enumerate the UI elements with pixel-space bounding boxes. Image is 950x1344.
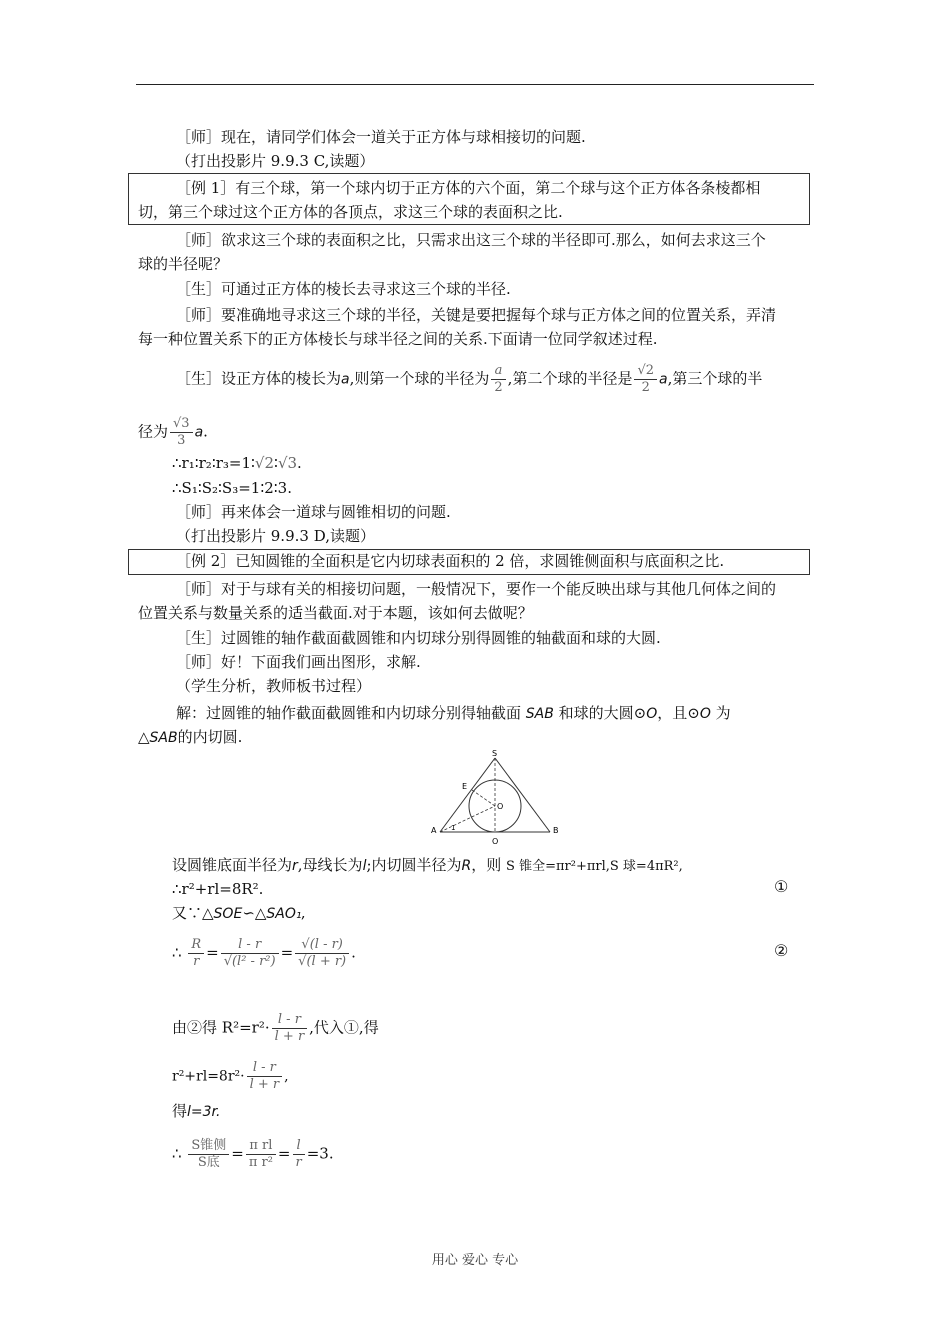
solution-line: △SAB的内切圆. — [138, 728, 243, 746]
fraction: $\frac{R}{r}$ — [188, 937, 204, 970]
fraction: $\frac{\text{π rl}}{\text{π r²}}$ — [246, 1138, 276, 1171]
text-line: 每一种位置关系下的正方体棱长与球半径之间的关系.下面请一位同学叙述过程. — [138, 330, 658, 348]
equation-marker: ② — [774, 941, 789, 960]
text-line: ［师］好！下面我们画出图形，求解. — [176, 653, 421, 671]
side-SB — [495, 758, 550, 832]
label-A: A — [431, 826, 437, 835]
text-line: ［生］过圆锥的轴作截面截圆锥和内切球分别得圆锥的轴截面和球的大圆. — [176, 629, 661, 647]
text-line: ［师］要准确地寻求这三个球的半径，关键是要把握每个球与正方体之间的位置关系，弄清 — [176, 306, 777, 324]
fraction: $\frac{√2}{2}$ — [634, 363, 657, 396]
label-angle-1: 1 — [451, 824, 456, 832]
radius-statement: ［生］设正方体的棱长为a,则第一个球的半径为 $\frac{a}{2}$ ,第二个球的半径是 $\frac{√2}{2}$ a,第三个球的半 — [176, 363, 763, 395]
text-line: 球的半径呢？ — [138, 255, 229, 273]
cone-cross-section-figure — [425, 748, 565, 846]
text-line: ［师］现在，请同学们体会一道关于正方体与球相接切的问题. — [176, 128, 586, 146]
segment-EO — [472, 790, 495, 806]
side-SA — [440, 758, 495, 832]
header-rule — [136, 84, 814, 85]
solution-line: 由②得 R²=r²· $\frac{l - r}{l + r}$ ,代入①,得 — [172, 1012, 379, 1044]
fraction: $\frac{l - r}{\text{√(l² - r²)}}$ — [221, 937, 279, 970]
text-line: ［师］再来体会一道球与圆锥相切的问题. — [176, 503, 451, 521]
fraction: $\frac{\text{S锥侧}}{\text{S底}}$ — [188, 1138, 229, 1171]
substitution: r²+rl=8r²· $\frac{l - r}{l + r}$ , — [172, 1060, 289, 1092]
fraction: $\frac{l - r}{l + r}$ — [247, 1060, 283, 1093]
label-S: S — [492, 749, 498, 758]
label-B: B — [553, 826, 559, 835]
solution-line: 解：过圆锥的轴作截面截圆锥和内切球分别得轴截面 SAB 和球的大圆⊙O，且⊙O 为 — [176, 704, 731, 722]
text-line: ［师］欲求这三个球的表面积之比，只需求出这三个球的半径即可.那么，如何去求这三个 — [176, 231, 766, 249]
result-line: 得l=3r. — [172, 1102, 221, 1120]
fraction: $\frac{l}{r}$ — [293, 1138, 305, 1171]
radius-statement: 径为 $\frac{√3}{3}$ a. — [138, 416, 208, 448]
segment-AO — [440, 806, 495, 832]
fraction: $\frac{√3}{3}$ — [170, 416, 193, 449]
page-footer: 用心 爱心 专心 — [431, 1253, 519, 1268]
label-E: E — [462, 782, 468, 791]
solution-line: 设圆锥底面半径为r,母线长为l;内切圆半径为R，则 S 锥全=πr²+πrl,S 球=4πR², — [172, 856, 683, 874]
text-line: ［生］可通过正方体的棱长去寻求这三个球的半径. — [176, 280, 511, 298]
final-ratio: ∴ $\frac{\text{S锥侧}}{\text{S底}}$ = $\frac{\text{π rl}}{\text{π r²}}$ = $\frac{l}{r}$ =3. — [172, 1138, 334, 1170]
example-1-text: 切，第三个球过这个正方体的各顶点，求这三个球的表面积之比. — [138, 203, 563, 221]
example-2-text: ［例 2］已知圆锥的全面积是它内切球表面积的 2 倍，求圆锥侧面积与底面积之比. — [176, 552, 725, 570]
text-line: （打出投影片 9.9.3 C,读题） — [176, 152, 375, 170]
text-line: （打出投影片 9.9.3 D,读题） — [176, 527, 375, 545]
similar-triangles: 又∵△SOE∽△SAO₁, — [172, 904, 306, 922]
fraction: $\frac{a}{2}$ — [491, 363, 505, 396]
equation-2: ∴ $\frac{R}{r}$ = $\frac{l - r}{\text{√(l² - r²)}}$ = $\frac{√(l - r)}{√(l + r)}$ . — [172, 937, 356, 969]
equation-marker: ① — [774, 877, 789, 896]
example-1-text: ［例 1］有三个球，第一个球内切于正方体的六个面，第二个球与这个正方体各条棱都相 — [176, 179, 761, 197]
ratio-s: ∴S₁∶S₂∶S₃=1∶2∶3. — [172, 479, 292, 497]
ratio-r: ∴r₁∶r₂∶r₃=1∶√2∶√3. — [172, 454, 302, 472]
label-O1: O — [492, 837, 499, 846]
label-O: O — [497, 802, 504, 811]
text-line: 位置关系与数量关系的适当截面.对于本题，该如何去做呢？ — [138, 604, 533, 622]
text-line: ［师］对于与球有关的相接切问题，一般情况下，要作一个能反映出球与其他几何体之间的 — [176, 580, 777, 598]
equation-1: ∴r²+rl=8R². — [172, 880, 264, 898]
fraction: $\frac{l - r}{l + r}$ — [272, 1012, 308, 1045]
text-line: （学生分析，教师板书过程） — [176, 677, 372, 695]
fraction: $\frac{√(l - r)}{√(l + r)}$ — [295, 937, 349, 970]
